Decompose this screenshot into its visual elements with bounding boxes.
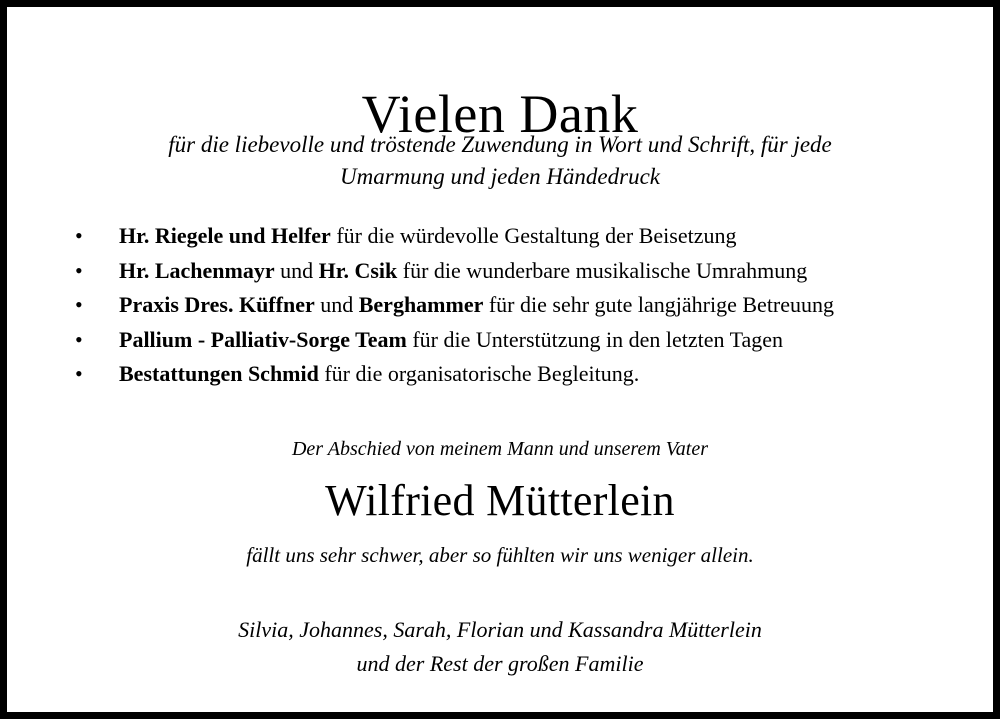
bullet-icon: •	[75, 326, 83, 352]
signature-line-2: und der Rest der großen Familie	[356, 651, 644, 676]
thanked-name: Bestattungen Schmid	[119, 361, 319, 386]
thanks-reason: für die Unterstützung in den letzten Tagen	[406, 326, 784, 352]
connector-text: und	[274, 257, 319, 283]
list-item	[75, 288, 955, 323]
thanks-reason: für die organisatorische Begleitung.	[318, 361, 640, 386]
thanked-name: Pallium - Palliativ-Sorge Team	[119, 326, 407, 352]
bullet-icon: •	[75, 223, 83, 248]
list-item	[75, 254, 955, 289]
connector-text: und	[314, 292, 359, 317]
thanks-reason: für die wunderbare musikalische Umrahmung	[397, 257, 808, 283]
bullet-icon: •	[75, 292, 83, 317]
signature-line-1: Silvia, Johannes, Sarah, Florian und Kassandra Mütterlein	[238, 617, 762, 642]
thanks-list	[75, 219, 955, 392]
thanked-name: Praxis Dres. Küffner	[119, 292, 315, 317]
thanked-name: Hr. Riegele und Helfer	[119, 223, 331, 248]
bullet-icon: •	[75, 361, 83, 386]
thanked-name: Berghammer	[358, 292, 484, 317]
thanked-name: Hr. Csik	[318, 257, 398, 283]
intro-line-1: für die liebevolle und tröstende Zuwendung in Wort und Schrift, für jede	[168, 132, 832, 157]
deceased-name: Wilfried Mütterlein	[325, 476, 675, 525]
list-item	[75, 219, 955, 254]
list-item	[75, 357, 955, 392]
page-title: Vielen Dank	[361, 84, 639, 145]
list-item	[75, 323, 955, 358]
thanks-reason: für die sehr gute langjährige Betreuung	[483, 292, 835, 317]
bullet-icon: •	[75, 257, 83, 283]
thanked-name: Hr. Lachenmayr	[119, 257, 275, 283]
thanks-reason: für die würdevolle Gestaltung der Beisetzung	[330, 223, 737, 248]
farewell-text: fällt uns sehr schwer, aber so fühlten wir uns weniger allein.	[246, 543, 754, 567]
family-signature	[7, 613, 993, 681]
intro-line-2: Umarmung und jeden Händedruck	[339, 164, 661, 189]
intro-text	[7, 129, 993, 193]
farewell-lead: Der Abschied von meinem Mann und unserem Vater	[291, 438, 709, 460]
